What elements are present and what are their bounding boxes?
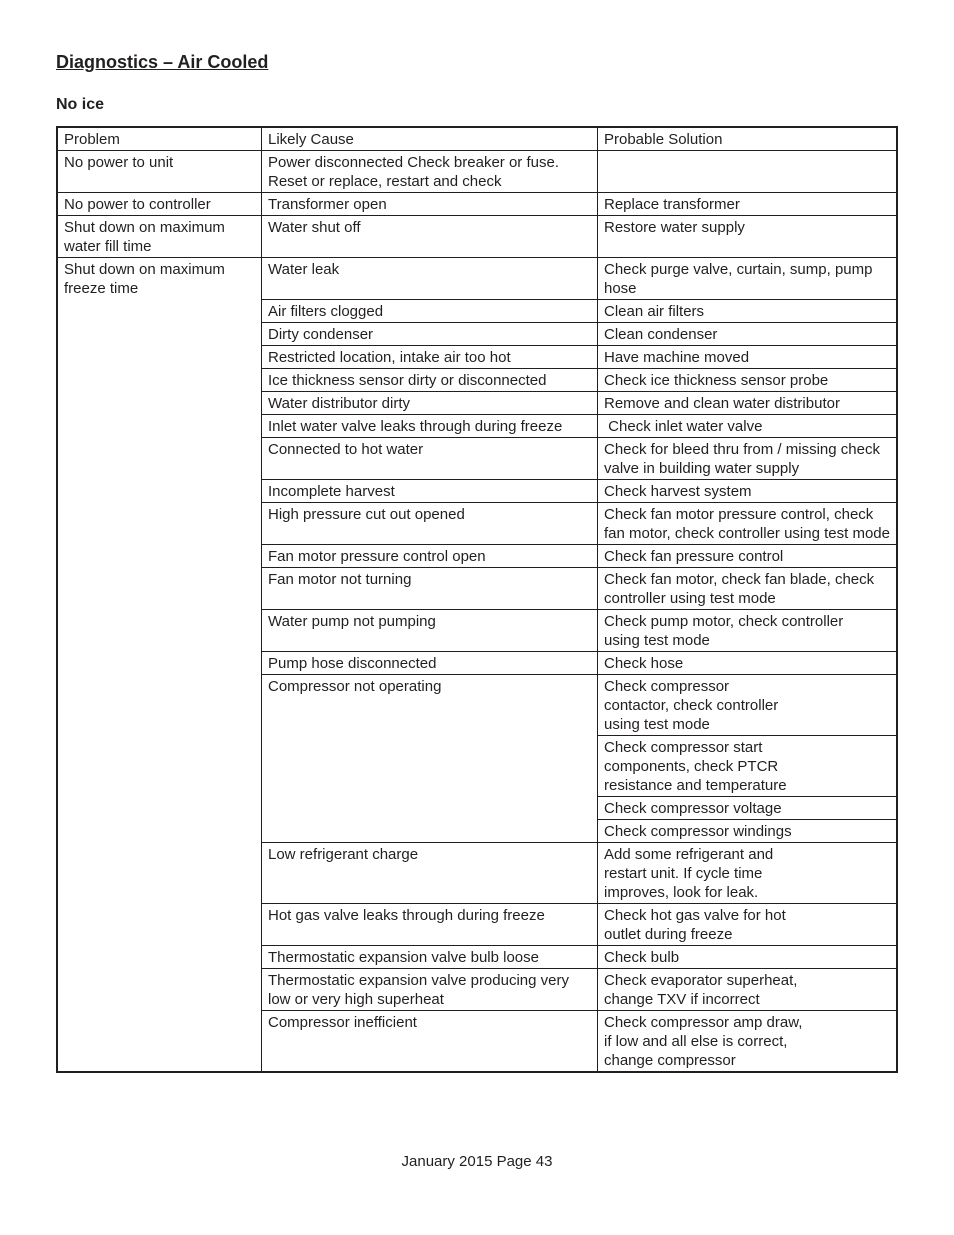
solution-cell: Check compressor voltage xyxy=(598,797,898,820)
problem-cell: No power to unit xyxy=(57,151,262,193)
solution-cell: Check compressor amp draw, if low and all else is correct, change compressor xyxy=(598,1011,898,1073)
solution-cell: Replace transformer xyxy=(598,193,898,216)
cause-cell: Thermostatic expansion valve bulb loose xyxy=(262,946,598,969)
problem-cell: Shut down on maximum freeze time xyxy=(57,258,262,1073)
solution-cell: Check fan pressure control xyxy=(598,545,898,568)
table-row xyxy=(57,193,897,216)
cause-cell: Thermostatic expansion valve producing very low or very high superheat xyxy=(262,969,598,1011)
problem-cell: Shut down on maximum water fill time xyxy=(57,216,262,258)
cause-cell: Low refrigerant charge xyxy=(262,843,598,904)
problem-cell: No power to controller xyxy=(57,193,262,216)
header-likely-cause: Likely Cause xyxy=(262,127,598,151)
cause-cell: Compressor inefficient xyxy=(262,1011,598,1073)
cause-cell: Water shut off xyxy=(262,216,598,258)
solution-cell: Check ice thickness sensor probe xyxy=(598,369,898,392)
solution-cell: Check fan motor pressure control, check fan motor, check controller using test mode xyxy=(598,503,898,545)
solution-cell: Check for bleed thru from / missing check valve in building water supply xyxy=(598,438,898,480)
solution-cell: Check evaporator superheat, change TXV if incorrect xyxy=(598,969,898,1011)
cause-cell: Air filters clogged xyxy=(262,300,598,323)
solution-cell: Check compressor windings xyxy=(598,820,898,843)
solution-cell: Check bulb xyxy=(598,946,898,969)
cause-cell: Compressor not operating xyxy=(262,675,598,843)
cause-cell: High pressure cut out opened xyxy=(262,503,598,545)
header-probable-solution: Probable Solution xyxy=(598,127,898,151)
table-row xyxy=(57,258,897,300)
cause-cell: Inlet water valve leaks through during freeze xyxy=(262,415,598,438)
solution-cell: Clean condenser xyxy=(598,323,898,346)
section-subtitle: No ice xyxy=(56,96,105,113)
solution-cell xyxy=(598,151,898,193)
table-row xyxy=(57,151,897,193)
cause-cell: Dirty condenser xyxy=(262,323,598,346)
page-footer: January 2015 Page 43 xyxy=(401,1153,553,1170)
solution-cell: Check pump motor, check controller using test mode xyxy=(598,610,898,652)
solution-cell: Check compressor contactor, check controller using test mode xyxy=(598,675,898,736)
solution-cell: Remove and clean water distributor xyxy=(598,392,898,415)
cause-cell: Pump hose disconnected xyxy=(262,652,598,675)
solution-cell: Have machine moved xyxy=(598,346,898,369)
solution-cell: Check fan motor, check fan blade, check controller using test mode xyxy=(598,568,898,610)
table-header-row xyxy=(57,127,897,151)
cause-cell: Restricted location, intake air too hot xyxy=(262,346,598,369)
cause-cell: Transformer open xyxy=(262,193,598,216)
cause-cell: Fan motor pressure control open xyxy=(262,545,598,568)
solution-cell: Check hose xyxy=(598,652,898,675)
cause-cell: Water pump not pumping xyxy=(262,610,598,652)
cause-cell: Ice thickness sensor dirty or disconnected xyxy=(262,369,598,392)
cause-cell: Connected to hot water xyxy=(262,438,598,480)
cause-cell: Power disconnected Check breaker or fuse. Reset or replace, restart and check xyxy=(262,151,598,193)
cause-cell: Hot gas valve leaks through during freeze xyxy=(262,904,598,946)
cause-cell: Incomplete harvest xyxy=(262,480,598,503)
solution-cell: Check inlet water valve xyxy=(598,415,898,438)
header-problem: Problem xyxy=(57,127,262,151)
solution-cell: Check hot gas valve for hot outlet during freeze xyxy=(598,904,898,946)
solution-cell: Check harvest system xyxy=(598,480,898,503)
table-row xyxy=(57,216,897,258)
solution-cell: Restore water supply xyxy=(598,216,898,258)
cause-cell: Water leak xyxy=(262,258,598,300)
page-title: Diagnostics – Air Cooled xyxy=(56,52,269,72)
diagnostics-table xyxy=(56,126,898,1073)
solution-cell: Clean air filters xyxy=(598,300,898,323)
solution-cell: Check compressor start components, check PTCR resistance and temperature xyxy=(598,736,898,797)
cause-cell: Water distributor dirty xyxy=(262,392,598,415)
solution-cell: Add some refrigerant and restart unit. If cycle time improves, look for leak. xyxy=(598,843,898,904)
cause-cell: Fan motor not turning xyxy=(262,568,598,610)
solution-cell: Check purge valve, curtain, sump, pump hose xyxy=(598,258,898,300)
